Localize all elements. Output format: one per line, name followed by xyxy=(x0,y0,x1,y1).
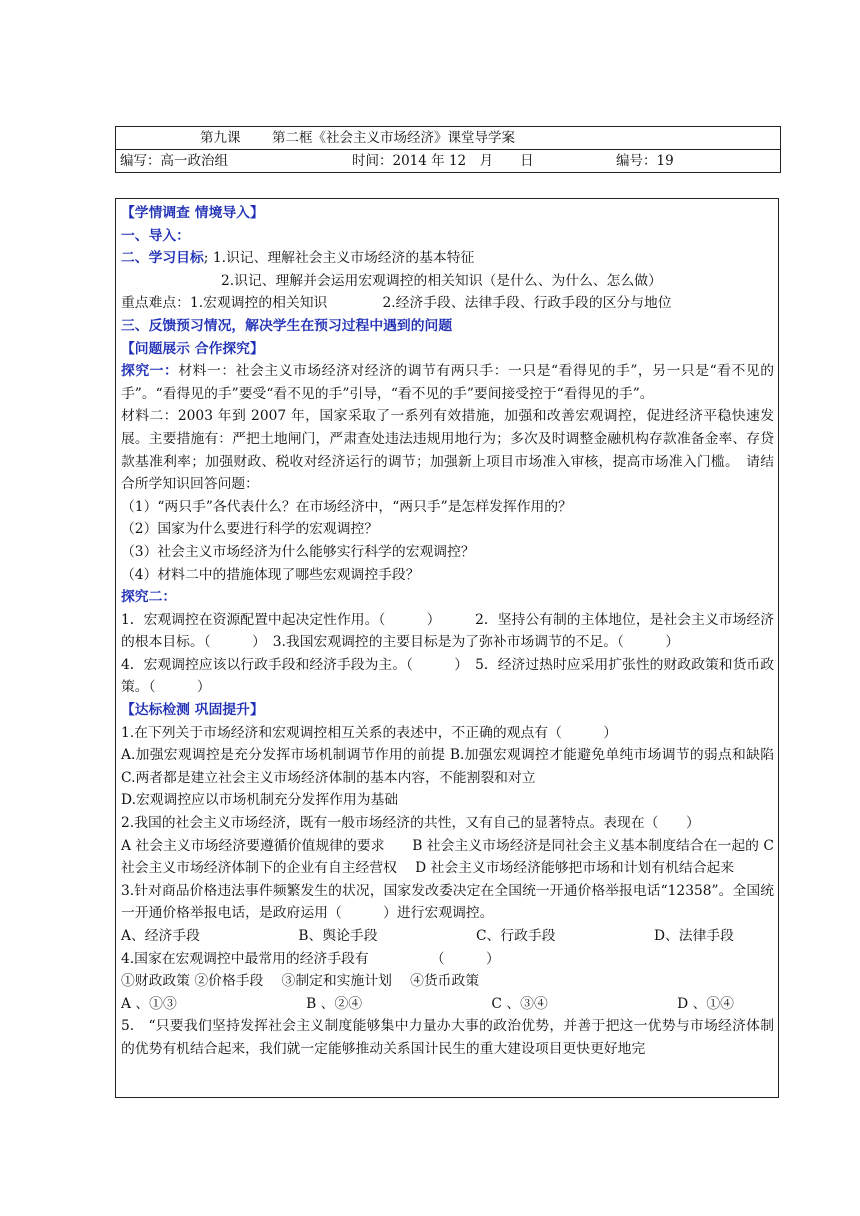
doc-number: 编号：19 xyxy=(616,153,674,169)
section-heading-explore: 【问题展示 合作探究】 xyxy=(121,340,264,357)
explore-1-heading: 探究一： xyxy=(121,363,179,380)
option-b: B 、②④ xyxy=(306,995,363,1012)
test-q2-options: A 社会主义市场经济要遵循价值规律的要求 B 社会主义市场经济是同社会主义基本制度结合在一起的 C 社会主义市场经济体制下的企业有自主经营权 D 社会主义市场经济能够把市场和计划有机结合起来 xyxy=(121,837,774,877)
worksheet-body xyxy=(115,198,779,1098)
lesson-header-table xyxy=(115,126,781,173)
objective-2: 2.识记、理解并会运用宏观调控的相关知识（是什么、为什么、怎么做） xyxy=(221,272,662,289)
question-1: （1）“两只手”各代表什么？在市场经济中，“两只手”是怎样发挥作用的？ xyxy=(121,498,572,515)
lesson-number: 第九课 xyxy=(200,130,241,146)
header-title-row xyxy=(116,127,780,149)
explore-2-items-b: 4．宏观调控应该以行政手段和经济手段为主。（ ） 5．经济过热时应采用扩张性的财政政策和货币政策。（ ） xyxy=(121,656,774,696)
test-q1: 1.在下列关于市场经济和宏观调控相互关系的表述中，不正确的观点有（ ） xyxy=(121,724,618,741)
test-q3-options xyxy=(121,925,774,948)
test-q4-options xyxy=(121,993,774,1016)
explore-1-material-1 xyxy=(121,360,774,405)
test-q1-option-d: D.宏观调控应以市场机制充分发挥作用为基础 xyxy=(121,792,399,809)
option-b: B、舆论手段 xyxy=(298,928,378,944)
question-4: （4）材料二中的措施体现了哪些宏观调控手段？ xyxy=(121,566,420,583)
question-3: （3）社会主义市场经济为什么能够实行科学的宏观调控？ xyxy=(121,543,475,560)
key-points: 重点难点：1.宏观调控的相关知识 2.经济手段、法律手段、行政手段的区分与地位 xyxy=(121,295,672,312)
explore-2-items-a: 1．宏观调控在资源配置中起决定性作用。（ ） 2．坚持公有制的主体地位，是社会主义市场经济的根本目标。（ ） 3.我国宏观调控的主要目标是为了弥补市场调节的不足。（ ） xyxy=(121,611,774,651)
option-a: A 、①③ xyxy=(121,995,177,1012)
lesson-title: 第二框《社会主义市场经济》课堂导学案 xyxy=(272,130,515,146)
test-q2: 2.我国的社会主义市场经济，既有一般市场经济的共性，又有自己的显著特点。表现在（ ） xyxy=(121,815,700,832)
objective-1: ; 1.识记、理解社会主义市场经济的基本特征 xyxy=(203,250,475,267)
material-1-text: 材料一：社会主义市场经济对经济的调节有两只手：一只是“看得见的手”，另一只是“看不见的手”。“看得见的手”要受“看不见的手”引导，“看不见的手”要间接受控于“看得见的手”。 xyxy=(121,363,774,402)
objectives-heading: 二、学习目标 xyxy=(121,250,204,267)
test-q4-items: ①财政政策 ②价格手段 ③制定和实施计划 ④货币政策 xyxy=(121,973,480,990)
question-2: （2）国家为什么要进行科学的宏观调控？ xyxy=(121,521,379,538)
section-heading-survey: 【学情调查 情境导入】 xyxy=(121,205,264,221)
test-q4: 4.国家在宏观调控中最常用的经济手段有 （ ） xyxy=(121,950,500,967)
test-q1-options-abc: A.加强宏观调控是充分发挥市场机制调节作用的前提 B.加强宏观调控才能避免单纯市场调节的弱点和缺陷 C.两者都是建立社会主义市场经济体制的基本内容，不能割裂和对立 xyxy=(121,747,774,786)
option-c: C 、③④ xyxy=(491,995,548,1012)
test-q5: 5. “只要我们坚持发挥社会主义制度能够集中力量办大事的政治优势，并善于把这一优势与市场经济体制的优势有机结合起来，我们就一定能够推动关系国计民生的重大建设项目更快更好地完 xyxy=(121,1018,774,1057)
intro-heading: 一、导入： xyxy=(121,227,190,244)
option-d: D 、①④ xyxy=(677,995,734,1012)
explore-1-material-2: 材料二：2003 年到 2007 年，国家采取了一系列有效措施，加强和改善宏观调控，促进经济平稳快速发展。主要措施有：严把土地闸门，严肃查处违法违规用地行为；多次及时调整金融机构存款准备金率、存贷款基准利率；加强财政、税收对经济运行的调节；加强新上项目市场准入审核，提高市场准入门槛。 请结合所学知识回答问题： xyxy=(121,408,774,493)
date: 时间：2014 年 12 月 日 xyxy=(352,153,534,169)
objectives-line xyxy=(121,247,774,270)
feedback-heading: 三、反馈预习情况，解决学生在预习过程中遇到的问题 xyxy=(121,317,453,334)
test-q3: 3.针对商品价格违法事件频繁发生的状况，国家发改委决定在全国统一开通价格举报电话“12358”。全国统一开通价格举报电话，是政府运用（ ）进行宏观调控。 xyxy=(121,882,774,922)
option-d: D、法律手段 xyxy=(653,928,734,944)
explore-2-heading: 探究二： xyxy=(121,589,177,606)
option-a: A、经济手段 xyxy=(121,928,200,944)
option-c: C、行政手段 xyxy=(475,928,556,944)
section-heading-test: 【达标检测 巩固提升】 xyxy=(121,702,264,719)
author: 编写：高一政治组 xyxy=(120,153,228,169)
header-meta-row xyxy=(116,149,780,172)
